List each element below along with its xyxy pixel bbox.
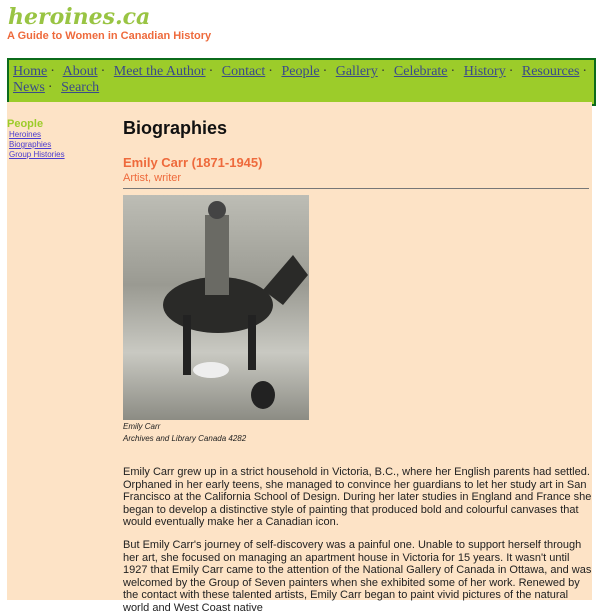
sidebar-link-heroines[interactable]: Heroines xyxy=(9,130,42,139)
photo-caption: Emily Carr xyxy=(123,422,161,431)
page-title: Biographies xyxy=(123,118,228,138)
divider xyxy=(123,188,589,189)
main-nav: Home · About · Meet the Author · Contact · People · Gallery · Celebrate · History · Resources · News · Search xyxy=(7,58,596,106)
sidebar xyxy=(7,118,65,160)
nav-search[interactable]: Search xyxy=(61,80,100,95)
sidebar-heading: People xyxy=(7,118,44,130)
nav-resources[interactable]: Resources xyxy=(521,64,580,79)
nav-people[interactable]: People xyxy=(281,64,320,79)
nav-gallery[interactable]: Gallery xyxy=(335,64,378,79)
nav-contact[interactable]: Contact xyxy=(221,64,266,79)
bio-paragraph: Emily Carr grew up in a strict household in Victoria, B.C., where her English parents had settled. Orphaned in her early teens, she managed to convince her guardians to let her study art in San Francisco at the California School of Design. During her later studies in England and France she began to develop a distinctive style of painting that produced bold and colourful canvases that would eventually make her a Canadian icon. xyxy=(123,466,592,528)
sidebar-link-group-histories[interactable]: Group Histories xyxy=(9,150,65,159)
nav-news[interactable]: News xyxy=(13,80,45,95)
site-tagline: A Guide to Women in Canadian History xyxy=(7,30,212,42)
nav-home[interactable]: Home xyxy=(13,64,48,79)
person-role: Artist, writer xyxy=(123,172,182,184)
site-logo[interactable]: heroines.ca xyxy=(8,4,151,30)
nav-meet-author[interactable]: Meet the Author xyxy=(113,64,206,79)
nav-celebrate[interactable]: Celebrate xyxy=(393,64,448,79)
emily-carr-photo xyxy=(123,195,309,420)
nav-about[interactable]: About xyxy=(62,64,98,79)
sidebar-link-biographies[interactable]: Biographies xyxy=(9,140,52,149)
nav-history[interactable]: History xyxy=(463,64,506,79)
content-area xyxy=(7,102,592,614)
photo-credit: Archives and Library Canada 4282 xyxy=(123,434,247,443)
person-name: Emily Carr (1871-1945) xyxy=(123,155,263,170)
bio-paragraph: But Emily Carr's journey of self-discovery was a painful one. Unable to support herself through her art, she focused on managing an apartment house in Victoria for 15 years. It wasn't until 1927 that Emily Carr came to the attention of the National Gallery of Canada in Ottawa, and was welcomed by the Group of Seven painters when she exhibited some of her work. Renewed by the contact with these talented artists, Emily Carr began to paint vivid pictures of the natural world and West Coast native xyxy=(123,539,592,614)
